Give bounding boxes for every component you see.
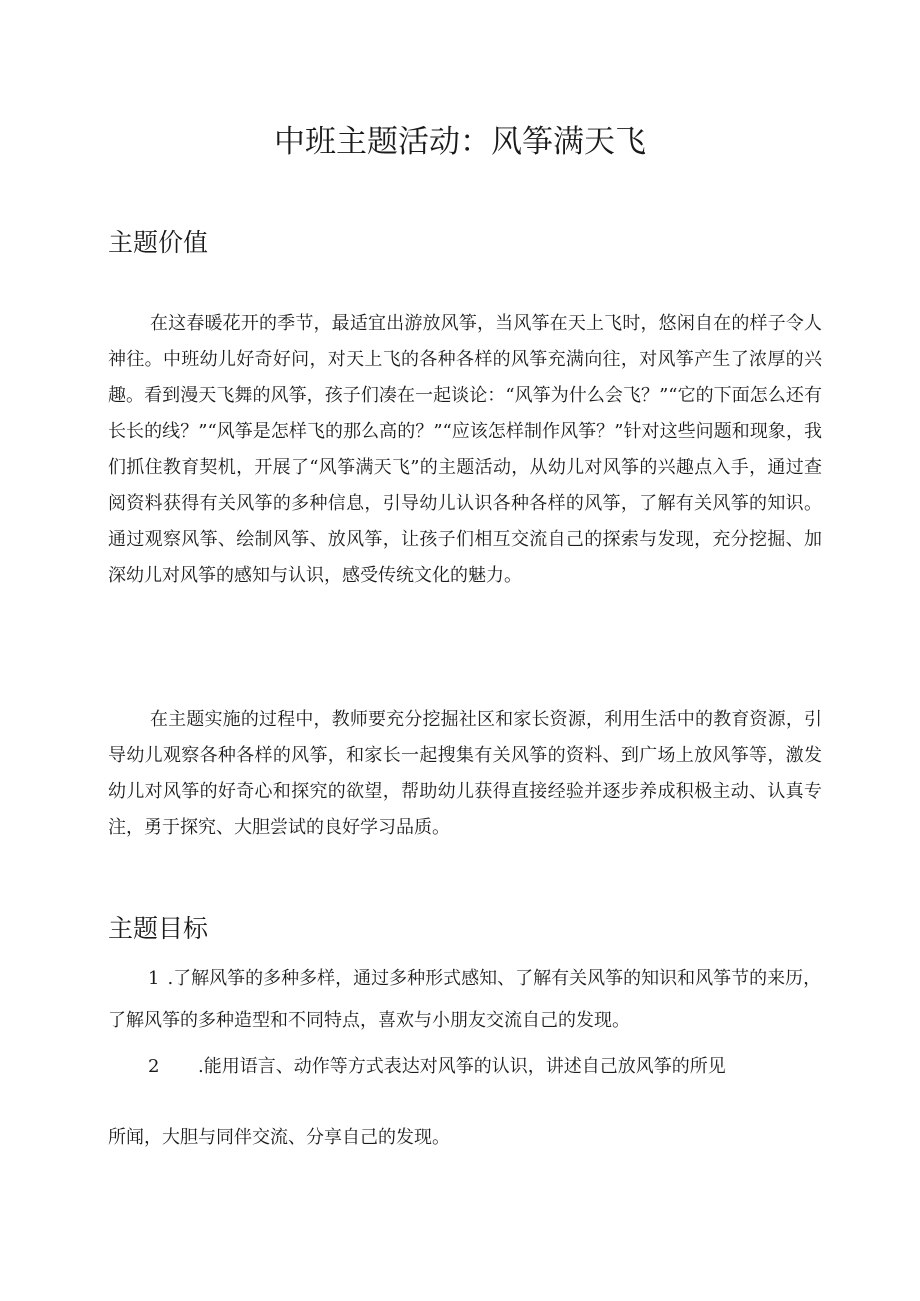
paragraph: 在主题实施的过程中，教师要充分挖掘社区和家长资源，利用生活中的教育资源，引导幼儿观察各种各样的风筝，和家长一起搜集有关风筝的资料、到广场上放风筝等，激发幼儿对风筝的好奇心和探究的欲望，帮助幼儿获得直接经验并逐步养成积极主动、认真专注，勇于探究、大胆尝试的良好学习品质。 bbox=[108, 709, 822, 838]
goal-number: 2 bbox=[148, 1056, 160, 1077]
goal-text-continuation: 所闻，大胆与同伴交流、分享自己的发现。 bbox=[108, 1127, 450, 1148]
section-heading-goals: 主题目标 bbox=[108, 914, 209, 943]
section-heading-value: 主题价值 bbox=[108, 228, 209, 257]
goal-number: 1 bbox=[148, 968, 160, 989]
goal-item bbox=[148, 1046, 726, 1088]
goal-text: .了解风筝的多种多样，通过多种形式感知、了解有关风筝的知识和风筝节的来历，了解风筝的多种造型和不同特点，喜欢与小朋友交流自己的发现。 bbox=[108, 968, 822, 1031]
goal-item bbox=[108, 958, 822, 1042]
goal-text: .能用语言、动作等方式表达对风筝的认识，讲述自己放风筝的所见 bbox=[198, 1056, 726, 1077]
paragraph: 在这春暖花开的季节，最适宜出游放风筝，当风筝在天上飞时，悠闲自在的样子令人神往。中班幼儿好奇好问，对天上飞的各种各样的风筝充满向往，对风筝产生了浓厚的兴趣。看到漫天飞舞的风筝，孩子们凑在一起谈论：“风筝为什么会飞？”“它的下面怎么还有长长的线？”“风筝是怎样飞的那么高的？”“应该怎样制作风筝？”针对这些问题和现象，我们抓住教育契机，开展了“风筝满天飞”的主题活动，从幼儿对风筝的兴趣点入手，通过查阅资料获得有关风筝的多种信息，引导幼儿认识各种各样的风筝，了解有关风筝的知识。通过观察风筝、绘制风筝、放风筝，让孩子们相互交流自己的探索与发现，充分挖掘、加深幼儿对风筝的感知与认识，感受传统文化的魅力。 bbox=[108, 313, 822, 586]
page-title: 中班主题活动：风筝满天飞 bbox=[274, 124, 646, 160]
